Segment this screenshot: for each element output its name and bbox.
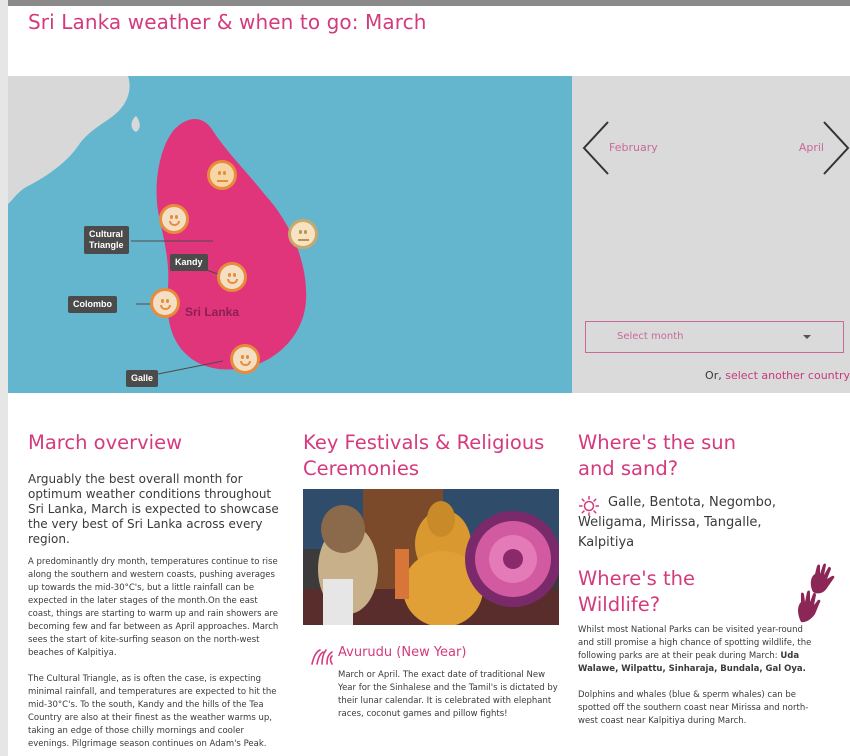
festival-photo bbox=[303, 489, 559, 625]
month-select-placeholder: Select month bbox=[617, 331, 684, 342]
caret-down-icon bbox=[803, 335, 811, 339]
map-label-cultural-triangle[interactable]: Cultural Triangle bbox=[84, 226, 129, 254]
smiley-icon bbox=[288, 219, 318, 249]
sun-heading: Where's the sun and sand? bbox=[578, 431, 737, 480]
wildlife-heading: Where's the Wildlife? bbox=[578, 567, 695, 616]
overview-paragraph-1: A predominantly dry month, temperatures continue to rise along the southern and western coasts, pushing averages up towards the mid-30°C's, but a little rainfall can be expected in the later stages of the month.On the east coast, things are starting to warm up and rain showers are becoming few and far between as April approaches. March sees the start of kite-surfing season on the north-west beaches of Kalpitiya. bbox=[28, 557, 279, 658]
sri-lanka-shape bbox=[157, 119, 307, 370]
india-landmass bbox=[8, 76, 130, 204]
festival-description: March or April. The exact date of traditional New Year for the Sinhalese and the Tamil's is dictated by their lunar calendar. It is celebrated with elephant races, coconut games and pillow fights! bbox=[338, 670, 558, 719]
overview-paragraph-2: The Cultural Triangle, as is often the case, is expecting minimal rainfall, and temperatures are expected to hit the mid-30°C's. To the south, Kandy and the hills of the Tea Country are also at their finest as the weather warms up, taking an edge of those chilly mornings and cooler evenings. Pilgrimage season continues on Adam's Peak. bbox=[28, 674, 277, 749]
wildlife-paragraph-2: Dolphins and whales (blue & sperm whales) can be spotted off the southern coast near Mirissa and north-west coast near Kalpitiya during March. bbox=[578, 690, 809, 726]
select-country-link[interactable]: select another country bbox=[725, 369, 850, 382]
chevron-right-icon[interactable] bbox=[822, 120, 850, 176]
overview-lead: Arguably the best overall month for optimum weather conditions throughout Sri Lanka, March is expected to showcase the very best of Sri Lanka across every region. bbox=[28, 472, 279, 546]
smiley-icon bbox=[207, 160, 237, 190]
smiley-icon bbox=[230, 344, 260, 374]
wildlife-parks: Uda Walawe, Wilpattu, Sinharaja, Bundala, Gal Oya. bbox=[578, 651, 806, 674]
festivals-column bbox=[303, 430, 560, 482]
prev-month-link[interactable]: February bbox=[609, 141, 658, 154]
month-nav-panel bbox=[572, 76, 850, 393]
top-bar bbox=[8, 0, 850, 6]
sun-places bbox=[578, 493, 838, 553]
wildlife-intro-text: Whilst most National Parks can be visited year-round and still promise a high chance of spotting wildlife, the following parks are at their peak during March: bbox=[578, 625, 812, 661]
country-label: Sri Lanka bbox=[185, 305, 240, 319]
overview-heading: March overview bbox=[28, 431, 183, 454]
month-select[interactable] bbox=[585, 321, 844, 353]
festival-title: Avurudu (New Year) bbox=[338, 645, 467, 660]
wildlife-intro bbox=[578, 624, 814, 676]
weather-map bbox=[8, 76, 572, 393]
handprint-icon bbox=[791, 562, 837, 624]
chevron-left-icon[interactable] bbox=[582, 120, 610, 176]
festival-icon bbox=[310, 646, 334, 666]
overview-column bbox=[28, 430, 285, 751]
sun-icon bbox=[579, 496, 599, 516]
page-title: Sri Lanka weather & when to go: March bbox=[28, 10, 427, 34]
map-label-galle[interactable]: Galle bbox=[126, 370, 158, 387]
next-month-link[interactable]: April bbox=[798, 141, 824, 154]
sun-places-text: Galle, Bentota, Negombo, Weligama, Mirissa, Tangalle, Kalpitiya bbox=[578, 495, 776, 550]
or-text: Or, bbox=[705, 369, 726, 382]
map-label-colombo[interactable]: Colombo bbox=[68, 296, 117, 313]
sun-column bbox=[578, 430, 843, 482]
map-label-kandy[interactable]: Kandy bbox=[170, 254, 208, 271]
smiley-icon bbox=[150, 288, 180, 318]
smiley-icon bbox=[217, 262, 247, 292]
page bbox=[8, 0, 850, 756]
festivals-heading: Key Festivals & Religious Ceremonies bbox=[303, 431, 545, 480]
smiley-icon bbox=[159, 204, 189, 234]
other-country-line bbox=[705, 369, 850, 382]
